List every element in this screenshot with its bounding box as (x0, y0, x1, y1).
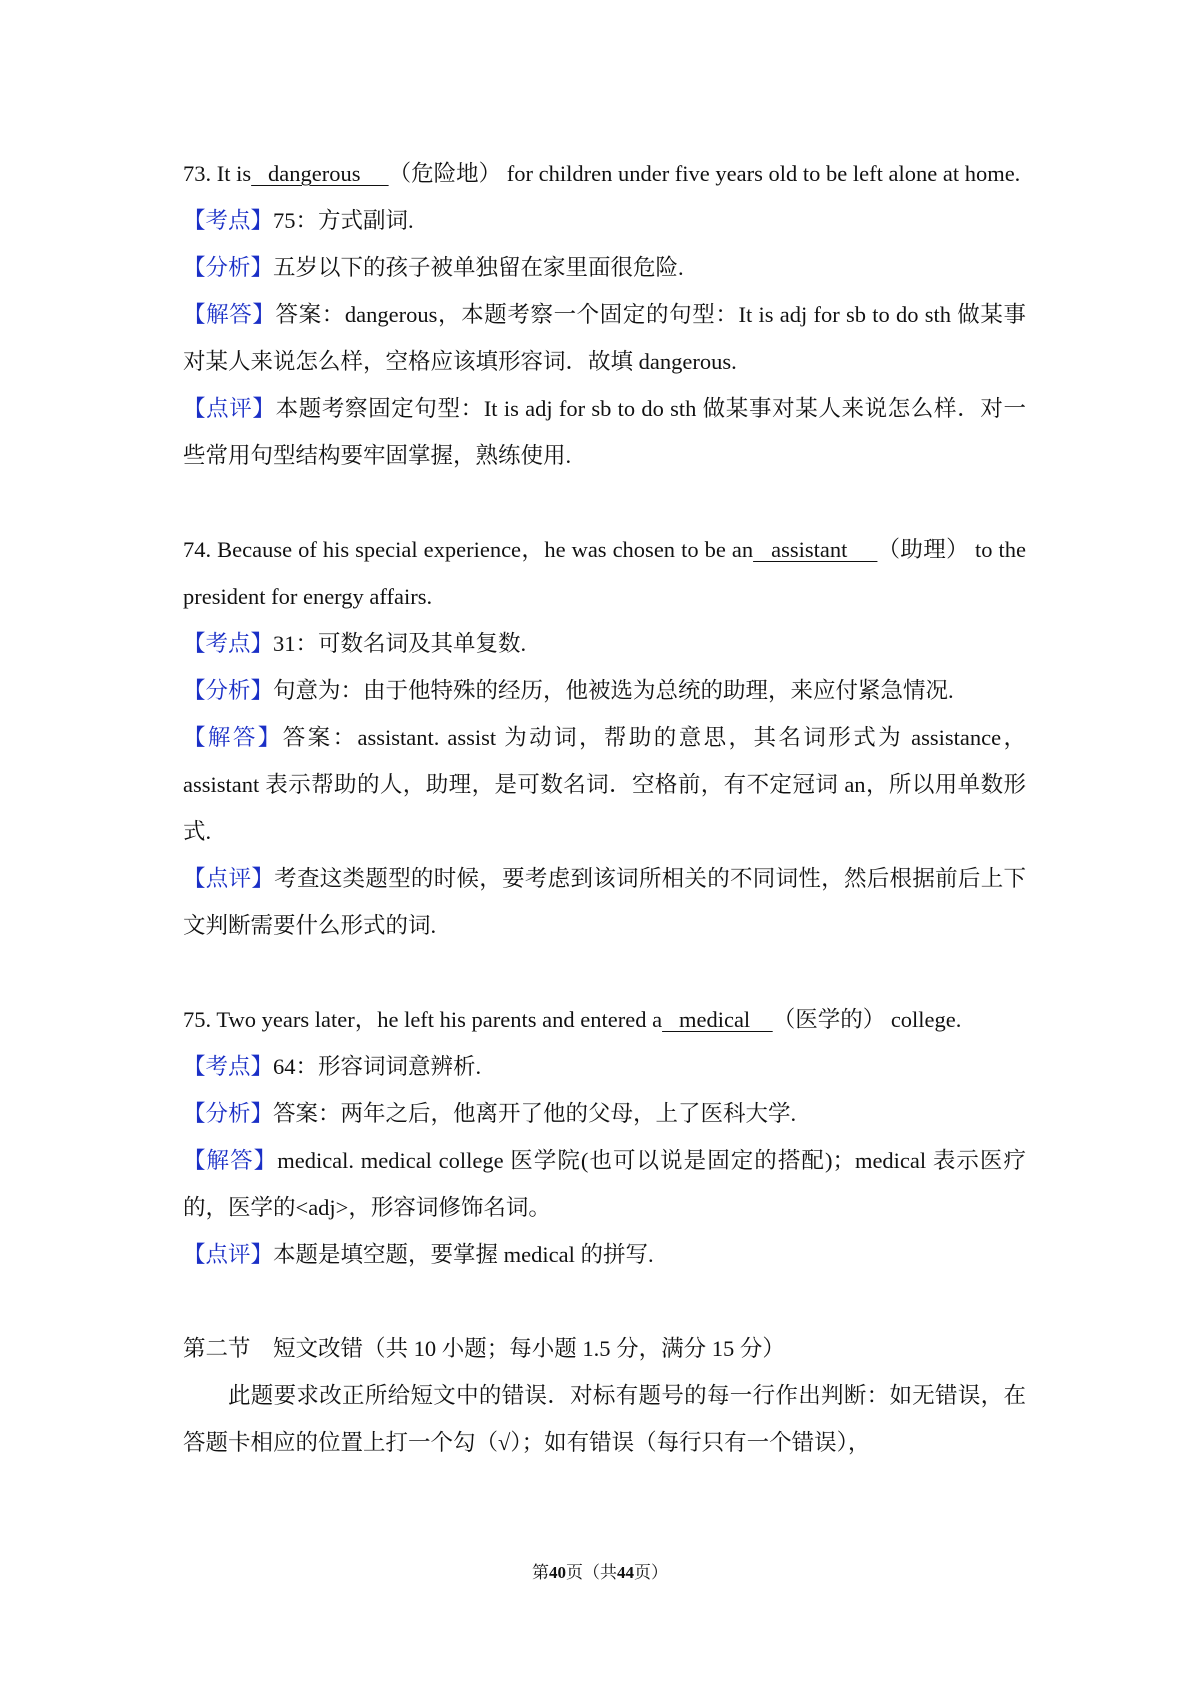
fenxi-line (183, 1090, 1026, 1137)
dianping-line (183, 1231, 1026, 1278)
fenxi-tag: 【分析】 (183, 255, 274, 280)
jieda-text: 答案：dangerous，本题考察一个固定的句型：It is adj for sb to do sth 做某事对某人来说怎么样，空格应该填形容词．故填 dangerous. (183, 302, 1026, 374)
question-73 (183, 150, 1026, 197)
dianping-text: 本题考察固定句型：It is adj for sb to do sth 做某事对某人来说怎么样．对一些常用句型结构要牢固掌握，熟练使用. (183, 396, 1026, 468)
dianping-line (183, 855, 1026, 949)
fenxi-tag: 【分析】 (183, 1101, 274, 1126)
kaodian-text: 75：方式副词. (273, 208, 414, 233)
question-text: （危险地） for children under five years old to be left alone at home. (388, 161, 1021, 186)
answer-blank: assistant (753, 537, 878, 562)
page-number: 40 (549, 1563, 566, 1582)
fenxi-text: 五岁以下的孩子被单独留在家里面很危险. (273, 255, 684, 280)
jieda-line (183, 1137, 1026, 1231)
fenxi-text: 答案：两年之后，他离开了他的父母，上了医科大学. (273, 1101, 797, 1126)
answer-blank: medical (662, 1007, 773, 1032)
fenxi-text: 句意为：由于他特殊的经历，他被选为总统的助理，来应付紧急情况. (273, 678, 954, 703)
section-heading: 第二节 短文改错（共 10 小题；每小题 1.5 分，满分 15 分） (183, 1336, 785, 1361)
question-text: 75. Two years later，he left his parents and entered a (183, 1007, 663, 1032)
kaodian-tag: 【考点】 (183, 1054, 274, 1079)
question-74 (183, 526, 1026, 620)
footer-text: 页（共 (566, 1563, 617, 1582)
question-text: 73. It is (183, 161, 252, 186)
jieda-line (183, 291, 1026, 385)
kaodian-text: 31：可数名词及其单复数. (273, 631, 527, 656)
document-page (183, 150, 1026, 1466)
section-instruction: 此题要求改正所给短文中的错误．对标有题号的每一行作出判断：如无错误，在答题卡相应的位置上打一个勾（√）；如有错误（每行只有一个错误）， (183, 1383, 1026, 1455)
question-text: （医学的） college. (772, 1007, 962, 1032)
dianping-tag: 【点评】 (183, 1242, 274, 1267)
jieda-line (183, 714, 1026, 855)
dianping-line (183, 385, 1026, 479)
kaodian-line (183, 620, 1026, 667)
dianping-text: 本题是填空题，要掌握 medical 的拼写. (273, 1242, 654, 1267)
question-text: （助理） to the president for energy affairs. (183, 537, 1027, 609)
jieda-text: medical. medical college 医学院(也可以说是固定的搭配)；medical 表示医疗的，医学的<adj>，形容词修饰名词。 (183, 1148, 1026, 1220)
jieda-tag: 【解答】 (183, 725, 283, 750)
answer-blank: dangerous (251, 161, 389, 186)
jieda-text: 答案：assistant. assist 为动词，帮助的意思，其名词形式为 assistance，assistant 表示帮助的人，助理，是可数名词．空格前，有不定冠词 an，所以用单数形式. (183, 725, 1026, 844)
kaodian-line (183, 1043, 1026, 1090)
jieda-tag: 【解答】 (183, 1148, 278, 1173)
dianping-tag: 【点评】 (183, 396, 276, 421)
dianping-tag: 【点评】 (183, 866, 275, 891)
question-text: 74. Because of his special experience，he was chosen to be an (183, 537, 754, 562)
dianping-text: 考查这类题型的时候，要考虑到该词所相关的不同词性，然后根据前后上下文判断需要什么形式的词. (183, 866, 1026, 938)
kaodian-tag: 【考点】 (183, 208, 274, 233)
kaodian-line (183, 197, 1026, 244)
total-pages: 44 (617, 1563, 634, 1582)
footer-text: 第 (532, 1563, 549, 1582)
fenxi-line (183, 667, 1026, 714)
jieda-tag: 【解答】 (183, 302, 276, 327)
fenxi-line (183, 244, 1026, 291)
kaodian-text: 64：形容词词意辨析. (273, 1054, 482, 1079)
footer-text: 页） (634, 1563, 668, 1582)
page-footer (0, 1558, 1200, 1583)
question-75 (183, 996, 1026, 1043)
fenxi-tag: 【分析】 (183, 678, 274, 703)
kaodian-tag: 【考点】 (183, 631, 274, 656)
